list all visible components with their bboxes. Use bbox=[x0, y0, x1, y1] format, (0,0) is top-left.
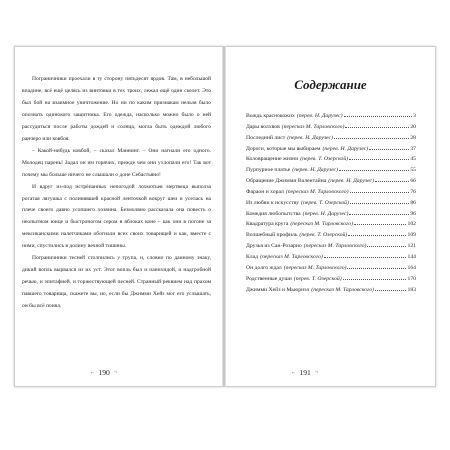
toc-entry bbox=[246, 144, 416, 155]
paragraph: Пограничники тесней столпились у трупа, и, словно по данному знаку, дикий вопль вырвался из их уст. Этот вопль был и панихидой, и надгробной речью, и эпитафией, и торжествующей песней. Странный реквием над прахом павшего товарища, скажете вы, но, если бы Джимми Хейз мог его услышать, он бы всё понял. bbox=[22, 255, 211, 310]
toc-entry-page: 45 bbox=[410, 156, 416, 163]
toc-entry-title: Дары волхвов bbox=[246, 123, 280, 130]
toc-entry-title: Дороги, которые мы выбираем bbox=[246, 145, 321, 152]
toc-entry-page: 164 bbox=[407, 264, 416, 271]
dot-leader bbox=[350, 203, 409, 204]
dot-leader bbox=[347, 268, 406, 269]
toc-entry-credit: (пересказ М. Тарловского) bbox=[311, 286, 374, 293]
dot-leader bbox=[367, 246, 406, 247]
paragraph: Пограничники проехали в ту сторону пятьдесят ярдов. Там, в небольшой впадине, всё ещё целясь из винтовки в тех троих, лежал ещё один скелет. Это был бой на взаимное уничтожение. Но ни по каким признакам нельзя было опознать одинокого защитника. Его одежда, насколько можно было о ней рассудиться после работы дождей и солнца, могла быть одеждой любого ранчеро или ковбоя. bbox=[22, 76, 211, 142]
toc-entry-page: 170 bbox=[407, 275, 416, 282]
toc-entry bbox=[246, 285, 416, 296]
toc-entry-credit: (перев. Т. Озерской) bbox=[293, 275, 342, 282]
dot-leader bbox=[349, 159, 409, 160]
toc-entry bbox=[246, 154, 416, 165]
toc-entry-title: Родственные души bbox=[246, 275, 292, 282]
toc-entry bbox=[246, 111, 416, 122]
toc-entry-page: 76 bbox=[410, 188, 416, 195]
toc-entry-page: 28 bbox=[410, 134, 416, 141]
dot-leader bbox=[324, 257, 407, 258]
toc-entry-title: Друзья из Сан-Розарио bbox=[246, 243, 302, 250]
page-number-text: 191 bbox=[299, 368, 311, 377]
toc-entry-title: Фараон и хорал bbox=[246, 188, 284, 195]
ornament-left-icon: ⌐ bbox=[292, 369, 296, 376]
toc-entry bbox=[246, 122, 416, 133]
toc-entry-page: 96 bbox=[410, 210, 416, 217]
table-of-contents bbox=[246, 111, 416, 295]
story-text bbox=[22, 74, 211, 313]
book-gutter bbox=[222, 46, 226, 387]
toc-entry-credit: (перев. Н. Дарузес) bbox=[328, 178, 374, 185]
toc-entry-credit: (перев. Н. Дарузес) bbox=[292, 167, 338, 174]
toc-entry bbox=[246, 187, 416, 198]
dot-leader bbox=[369, 149, 409, 150]
toc-entry-title: Волшебный профиль bbox=[246, 232, 298, 239]
toc-entry-page: 109 bbox=[407, 232, 416, 239]
toc-entry-title: Коловращение жизни bbox=[246, 156, 299, 163]
toc-entry-credit: (перев. Т. Озерской) bbox=[301, 199, 349, 206]
toc-entry bbox=[246, 198, 416, 209]
toc-entry-page: 3 bbox=[413, 113, 416, 119]
toc-entry-credit: (перев. Н. Дарузес) bbox=[296, 113, 343, 119]
toc-entry bbox=[246, 165, 416, 176]
toc-entry-title: Из любви к искусству bbox=[246, 199, 300, 206]
toc-entry-title: Вождь краснокожих bbox=[246, 113, 295, 119]
left-page-number bbox=[91, 368, 117, 377]
toc-entry bbox=[246, 209, 416, 220]
toc-entry-page: 86 bbox=[410, 199, 416, 206]
toc-entry-page: 37 bbox=[410, 145, 416, 152]
toc-entry-page: 20 bbox=[410, 123, 416, 130]
paragraph: И вдруг из-под истрёпанных непогодой лохмотьев мертвеца выполза рогатая лягушка с полинявшей красной ленточкой вокруг шеи и уселась на плече своего давно усопшего хозяина. Безмолвно рассказала она повесть о неопытном юнце и быстроногом сером в яблоках коне – как они в погоне за мексиканскими налетчиками обогнали всех своих товарищей и как, вместе с ними, спустились в долину вечной тишины. bbox=[22, 183, 211, 250]
page-number-text: 190 bbox=[98, 368, 110, 377]
toc-entry-title: Квадратура круга bbox=[246, 221, 289, 228]
toc-entry-title: Джимми Хейз и Мьюриэл bbox=[246, 286, 310, 293]
toc-entry-page: 144 bbox=[407, 253, 416, 260]
dot-leader bbox=[334, 138, 409, 139]
toc-entry bbox=[246, 133, 416, 144]
toc-entry bbox=[246, 263, 416, 274]
toc-entry-credit: (пересказ М. Тарловского) bbox=[290, 221, 353, 228]
dot-leader bbox=[348, 235, 406, 236]
ornament-right-icon: ¬ bbox=[314, 369, 319, 376]
toc-entry bbox=[246, 252, 416, 263]
toc-entry-credit: (пересказ М. Тарловского) bbox=[285, 188, 349, 195]
dot-leader bbox=[350, 192, 410, 193]
toc-entry bbox=[246, 219, 416, 230]
toc-entry bbox=[246, 176, 416, 187]
dot-leader bbox=[349, 214, 409, 215]
right-page-number bbox=[292, 368, 318, 377]
dot-leader bbox=[375, 290, 407, 291]
toc-entry-title: Он долго ждал bbox=[246, 264, 282, 271]
ornament-right-icon: ¬ bbox=[113, 369, 118, 376]
dot-leader bbox=[343, 279, 407, 280]
dot-leader bbox=[339, 170, 409, 171]
toc-entry-credit: (перев. Н. Дарузес) bbox=[302, 210, 349, 217]
ornament-left-icon: ⌐ bbox=[91, 369, 95, 376]
toc-entry-credit: (пересказ М. Тарловского) bbox=[283, 264, 347, 271]
toc-entry bbox=[246, 230, 416, 241]
toc-entry-page: 102 bbox=[407, 221, 416, 228]
toc-title: Содержание bbox=[294, 77, 367, 92]
dot-leader bbox=[354, 224, 406, 225]
toc-entry-title: Последний лист bbox=[246, 134, 286, 141]
paragraph: – Какой-нибудь ковбой, – сказал Маннинг. – Они нагнали его одного. Молодец парень! Задал он им горячих, прежде чем они ухлопали его! Так вот почему мы больше ничего не слышали о доне Себастьяно! bbox=[22, 147, 211, 178]
dot-leader bbox=[375, 181, 409, 182]
toc-entry-title: Комедия любопытства bbox=[246, 210, 301, 217]
toc-entry-page: 183 bbox=[407, 286, 416, 293]
dot-leader bbox=[345, 127, 409, 128]
toc-entry-credit: (перев. Н. Дарузес) bbox=[322, 145, 369, 152]
toc-entry-title: Обращение Джимми Валентайна bbox=[246, 178, 327, 185]
toc-entry-credit: (перев. Т. Озерской) bbox=[299, 232, 348, 239]
toc-entry-credit: (пересказ М. Тарловского) bbox=[281, 123, 345, 130]
toc-entry bbox=[246, 274, 416, 285]
toc-entry-title: Клад bbox=[246, 253, 259, 260]
toc-entry-credit: (пересказ М. Тарловского) bbox=[303, 243, 367, 250]
toc-entry-credit: (перев. Т. Озерской) bbox=[300, 156, 349, 163]
toc-entry-page: 121 bbox=[407, 243, 416, 250]
dot-leader bbox=[344, 116, 413, 117]
toc-entry-credit: (пересказ М. Тарловского) bbox=[260, 253, 323, 260]
toc-entry-page: 66 bbox=[410, 178, 416, 185]
toc-entry-title: Пурпурное платье bbox=[246, 167, 291, 174]
toc-entry bbox=[246, 241, 416, 252]
toc-entry-page: 55 bbox=[410, 167, 416, 174]
toc-entry-credit: (перев. Н. Дарузес) bbox=[287, 134, 333, 141]
